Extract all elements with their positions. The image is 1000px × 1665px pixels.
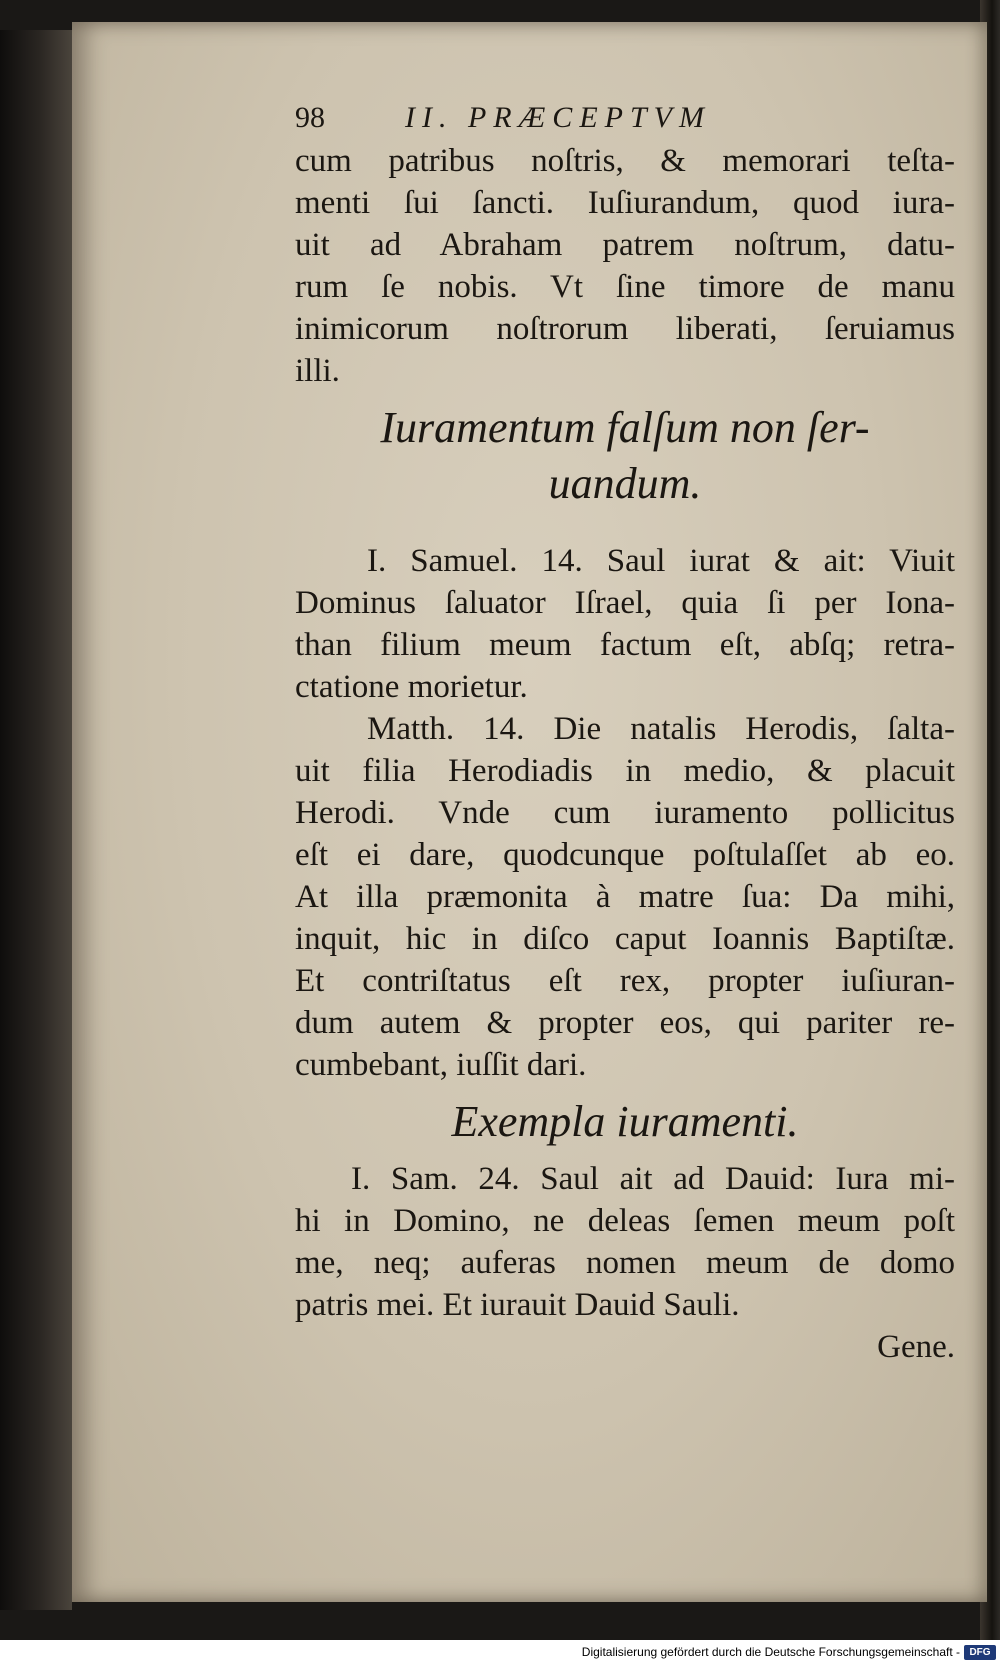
- text-line: At illa præmonita à matre ſua: Da mihi,: [295, 879, 955, 915]
- text-line: Et contriſtatus eſt rex, propter iuſiuran-: [295, 963, 955, 999]
- section-heading: Exempla iuramenti.: [451, 1097, 799, 1146]
- book-edge-left: [0, 30, 72, 1610]
- dfg-logo-icon: DFG: [964, 1645, 996, 1660]
- text-line: cumbebant, iuſſit dari.: [295, 1047, 587, 1083]
- text-line: inquit, hic in diſco caput Ioannis Baptiſtæ.: [295, 921, 955, 957]
- text-line: dum autem & propter eos, qui pariter re-: [295, 1005, 955, 1041]
- text-line: cum patribus noſtris, & memorari teſta-: [295, 143, 955, 179]
- text-line: than filium meum factum eſt, abſq; retra-: [295, 627, 955, 663]
- text-line: menti ſui ſancti. Iuſiurandum, quod iura-: [295, 185, 955, 221]
- text-line: I. Sam. 24. Saul ait ad Dauid: Iura mi-: [351, 1161, 955, 1197]
- page-number: 98: [295, 101, 325, 134]
- text-line: uit filia Herodiadis in medio, & placuit: [295, 753, 955, 789]
- footer-bar: [0, 1640, 1000, 1665]
- text-line: Dominus ſaluator Iſrael, quia ſi per Iona-: [295, 585, 955, 621]
- text-line: Herodi. Vnde cum iuramento pollicitus: [295, 795, 955, 831]
- text-line: hi in Domino, ne deleas ſemen meum poſt: [295, 1203, 955, 1239]
- text-line: Matth. 14. Die natalis Herodis, ſalta-: [367, 711, 955, 747]
- text-line: patris mei. Et iurauit Dauid Sauli.: [295, 1287, 740, 1323]
- text-line: inimicorum noſtrorum liberati, ſeruiamus: [295, 311, 955, 347]
- section-heading: Iuramentum falſum non ſer-: [380, 403, 870, 452]
- text-line: rum ſe nobis. Vt ſine timore de manu: [295, 269, 955, 305]
- catchword: Gene.: [877, 1329, 955, 1365]
- running-head: [295, 96, 955, 140]
- text-line: ctatione morietur.: [295, 669, 528, 705]
- section-heading-continued: uandum.: [548, 459, 702, 508]
- running-head-title: II. PRÆCEPTVM: [405, 101, 711, 134]
- text-line: illi.: [295, 353, 340, 389]
- text-line: uit ad Abraham patrem noſtrum, datu-: [295, 227, 955, 263]
- text-line: I. Samuel. 14. Saul iurat & ait: Viuit: [367, 543, 955, 579]
- funding-notice: Digitalisierung gefördert durch die Deutsche Forschungsgemeinschaft -: [581, 1645, 960, 1659]
- page-text: [295, 96, 955, 1368]
- text-line: me, neq; auferas nomen meum de domo: [295, 1245, 955, 1281]
- text-line: eſt ei dare, quodcunque poſtulaſſet ab eo.: [295, 837, 955, 873]
